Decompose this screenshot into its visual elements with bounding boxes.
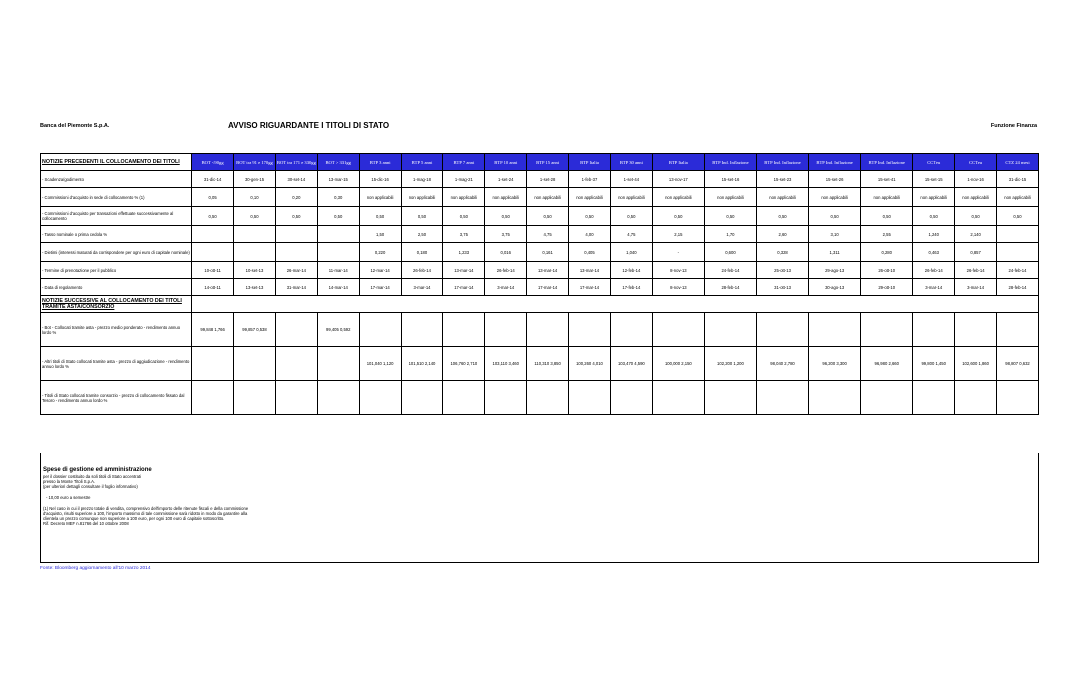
table-cell: 110,310 3,850 [527, 347, 569, 381]
table-cell: 0,50 [317, 207, 359, 226]
row-label: - Termine di prenotazione per il pubblico [41, 262, 192, 279]
table-cell [317, 381, 359, 415]
table-cell: 103,110 3,460 [485, 347, 527, 381]
table-cell: 103,470 4,590 [610, 347, 652, 381]
column-header: BTP 7 anni [443, 154, 485, 171]
table-cell: 0,50 [704, 207, 756, 226]
table-cell: 0,50 [955, 207, 997, 226]
table-cell: 24-feb-14 [704, 262, 756, 279]
table-cell: 13-mar-15 [317, 171, 359, 188]
table-cell: 100,000 2,150 [652, 347, 704, 381]
table-cell: 1,311 [809, 243, 861, 262]
table-cell: 0,328 [756, 243, 808, 262]
table-cell: 0,405 [569, 243, 611, 262]
table-cell [317, 226, 359, 243]
table-cell: 26-feb-14 [955, 262, 997, 279]
table-cell: 17-mar-14 [527, 279, 569, 296]
table-cell: 15-set-41 [861, 171, 913, 188]
table-cell [485, 313, 527, 347]
table-cell [861, 313, 913, 347]
table-cell [955, 313, 997, 347]
table-cell: 15-set-16 [704, 171, 756, 188]
table-cell: 2,60 [756, 226, 808, 243]
table-cell: 99,857 0,538 [234, 313, 276, 347]
table-cell: 12-feb-14 [610, 262, 652, 279]
row-label: - Dietimi (interessi maturati da corrispondere per ogni euro di capitale nominale) [41, 243, 192, 262]
row-label: - Commissioni d'acquisto in sede di collocamento % (1) [41, 188, 192, 207]
table-cell: 102,200 1,200 [704, 347, 756, 381]
table-cell [527, 381, 569, 415]
row-label: - Data di regolamento [41, 279, 192, 296]
column-header: BOT <90gg [192, 154, 234, 171]
section-title-after: NOTIZIE SUCCESSIVE AL COLLOCAMENTO DEI TITOLI TRAMITE ASTA/CONSORZIO [41, 296, 192, 313]
table-cell: 0,20 [275, 188, 317, 207]
table-cell [861, 381, 913, 415]
table-cell: 10-set-13 [234, 262, 276, 279]
row-label: - Titoli di Stato collocati tramite consorzio - prezzo di collocamento fissato dal Tesoro - rendimento annuo lordo % [41, 381, 192, 415]
table-cell [359, 381, 401, 415]
table-cell: 0,30 [317, 188, 359, 207]
table-cell [569, 313, 611, 347]
column-header: CTZ 24 mesi [997, 154, 1039, 171]
table-cell: 0,50 [756, 207, 808, 226]
table-cell: 2,50 [401, 226, 443, 243]
expenses-line: per il dossier costituito da soli titoli di Stato accentrati [43, 474, 141, 479]
table-cell: 13-nov-17 [652, 171, 704, 188]
table-cell: 101,040 1,120 [359, 347, 401, 381]
table-cell: 1-set-28 [527, 171, 569, 188]
table-cell [234, 381, 276, 415]
column-header: BTP Italia [569, 154, 611, 171]
table-cell: 0,50 [275, 207, 317, 226]
securities-table [40, 153, 1039, 415]
table-cell: 0,463 [913, 243, 955, 262]
table-cell: 3-mar-14 [955, 279, 997, 296]
table-cell: 30-set-14 [275, 171, 317, 188]
table-cell: 17-mar-14 [359, 279, 401, 296]
document-title: AVVISO RIGUARDANTE I TITOLI DI STATO [228, 121, 390, 130]
table-cell: non applicabili [443, 188, 485, 207]
table-cell: 17-mar-14 [569, 279, 611, 296]
table-cell: non applicabili [997, 188, 1039, 207]
table-cell: 30-ago-13 [809, 279, 861, 296]
table-cell [192, 381, 234, 415]
table-cell: 29-ott-10 [861, 279, 913, 296]
table-cell [234, 243, 276, 262]
table-cell [527, 313, 569, 347]
table-cell: 100,260 4,010 [569, 347, 611, 381]
table-row [41, 188, 1039, 207]
table-cell [317, 243, 359, 262]
table-cell: 26-feb-14 [913, 262, 955, 279]
table-cell: 11-mar-14 [317, 262, 359, 279]
table-row [41, 381, 1039, 415]
table-cell: 0,50 [652, 207, 704, 226]
table-cell: 0,50 [234, 207, 276, 226]
table-cell: 31-ott-13 [756, 279, 808, 296]
table-cell: 1-set-24 [485, 171, 527, 188]
row-label: - Commissioni d'acquisto per transazioni effettuate successivamente al collocamento [41, 207, 192, 226]
table-cell: 1,233 [443, 243, 485, 262]
table-cell [652, 381, 704, 415]
expenses-line: presso la Monte Titoli S.p.A. [43, 479, 96, 484]
table-cell [704, 381, 756, 415]
table-cell [192, 226, 234, 243]
column-header: BTP Ind. Inflazione [756, 154, 808, 171]
table-cell: 28-feb-14 [704, 279, 756, 296]
column-header: BTP 30 anni [610, 154, 652, 171]
table-cell: 98,040 2,780 [756, 347, 808, 381]
table-cell: 4,00 [569, 226, 611, 243]
table-cell: 1-set-44 [610, 171, 652, 188]
table-cell [756, 381, 808, 415]
table-cell: 1,70 [704, 226, 756, 243]
table-cell: 3-mar-14 [913, 279, 955, 296]
table-cell: 0,50 [610, 207, 652, 226]
table-cell: 1,240 [913, 226, 955, 243]
table-cell: 13-mar-14 [569, 262, 611, 279]
table-cell: 101,510 2,140 [401, 347, 443, 381]
table-cell: 98,807 0,632 [997, 347, 1039, 381]
table-cell: 0,50 [443, 207, 485, 226]
table-cell: 96,200 3,300 [809, 347, 861, 381]
department-label: Funzione Finanza [990, 123, 1037, 129]
table-cell: 0,180 [401, 243, 443, 262]
table-cell [485, 381, 527, 415]
table-cell: 17-mar-14 [443, 279, 485, 296]
table-cell: 15-set-15 [913, 171, 955, 188]
table-cell: 29-ago-13 [809, 262, 861, 279]
table-cell: non applicabili [610, 188, 652, 207]
table-cell [809, 381, 861, 415]
column-header: CCTeu [913, 154, 955, 171]
table-cell: 8-nov-13 [652, 279, 704, 296]
table-cell: 2,15 [652, 226, 704, 243]
table-cell [401, 313, 443, 347]
table-cell: 12-mar-14 [359, 262, 401, 279]
column-header: BTP 5 anni [401, 154, 443, 171]
table-cell: - [652, 243, 704, 262]
table-cell [569, 381, 611, 415]
expenses-title: Spese di gestione ed amministrazione [43, 467, 152, 473]
table-cell [275, 313, 317, 347]
table-cell: 13-mar-14 [527, 262, 569, 279]
bank-name: Banca del Piemonte S.p.A. [40, 123, 110, 129]
table-cell [443, 381, 485, 415]
table-cell: 2,55 [861, 226, 913, 243]
table-cell: 0,50 [527, 207, 569, 226]
column-header: BOT tra 171 e 330gg [275, 154, 317, 171]
table-cell: 3-mar-14 [485, 279, 527, 296]
table-cell: 0,161 [527, 243, 569, 262]
table-cell: 0,50 [359, 207, 401, 226]
table-cell: 0,50 [809, 207, 861, 226]
table-cell: 99,800 1,450 [913, 347, 955, 381]
table-cell: 96,980 2,660 [861, 347, 913, 381]
column-header: BTP Ind. Inflazione [861, 154, 913, 171]
table-row [41, 262, 1039, 279]
table-cell: 15-set-23 [756, 171, 808, 188]
table-cell: 0,50 [569, 207, 611, 226]
table-cell: 0,50 [861, 207, 913, 226]
table-cell: 10-ott-11 [192, 262, 234, 279]
table-cell: 0,50 [485, 207, 527, 226]
table-cell: 0,50 [997, 207, 1039, 226]
table-row [41, 226, 1039, 243]
footnote: (1) Nel caso in cui il prezzo totale di vendita, comprensivo dell'importo delle ritenute fiscali e della commissione d'acquisto, risulti superiore a 100, l'importo massimo di tale commissione sarà ridotto in modo da garantire alla clientela un prezzo comunque non superiore a 100 euro, per ogni 100 euro di capitale sottoscritto. Rif. Decreto MEF n.81766 del 10 ottobre 2008 [43, 506, 249, 526]
table-cell: 24-feb-14 [997, 262, 1039, 279]
table-cell: 28-feb-14 [997, 279, 1039, 296]
column-header: BTP 3 anni [359, 154, 401, 171]
table-cell: non applicabili [861, 188, 913, 207]
table-cell [610, 313, 652, 347]
table-cell: 26-feb-14 [401, 262, 443, 279]
table-cell: 102,600 1,860 [955, 347, 997, 381]
column-header: BOT > 331gg [317, 154, 359, 171]
table-cell [704, 313, 756, 347]
table-cell [997, 313, 1039, 347]
table-cell: 0,016 [485, 243, 527, 262]
table-cell [234, 226, 276, 243]
row-label: - Tasso nominale o prima cedola % [41, 226, 192, 243]
table-cell: 1-mag-18 [401, 171, 443, 188]
table-cell: 8-nov-13 [652, 262, 704, 279]
table-cell [192, 347, 234, 381]
table-cell: 3-mar-14 [401, 279, 443, 296]
table-cell: 4,75 [610, 226, 652, 243]
table-cell: 31-dic-15 [997, 171, 1039, 188]
table-cell: non applicabili [359, 188, 401, 207]
table-cell: 0,50 [913, 207, 955, 226]
table-cell: 31-mar-14 [275, 279, 317, 296]
expenses-box [40, 453, 1039, 563]
section-title-before: NOTIZIE PRECEDENTI IL COLLOCAMENTO DEI TITOLI [41, 154, 192, 171]
table-cell [234, 347, 276, 381]
table-cell: 26-mar-14 [275, 262, 317, 279]
table-cell: 14-ott-11 [192, 279, 234, 296]
table-cell: 13-set-13 [234, 279, 276, 296]
table-cell: non applicabili [485, 188, 527, 207]
table-cell: 4,75 [527, 226, 569, 243]
table-cell [275, 243, 317, 262]
row-label: - Scadenza/godimento [41, 171, 192, 188]
table-cell: 99,848 1,766 [192, 313, 234, 347]
source-note: Fonte: Bloomberg aggiornamento all'10 marzo 2014 [40, 566, 151, 571]
table-cell: non applicabili [652, 188, 704, 207]
row-label: - Altri titoli di Stato collocati tramite asta - prezzo di aggiudicazione - rendimento annuo lordo % [41, 347, 192, 381]
table-cell: 31-dic-14 [192, 171, 234, 188]
table-cell: 15-dic-16 [359, 171, 401, 188]
table-cell: 25-ott-13 [756, 262, 808, 279]
table-cell [275, 381, 317, 415]
table-cell: 3,10 [809, 226, 861, 243]
table-cell: 0,600 [704, 243, 756, 262]
table-cell [955, 381, 997, 415]
table-cell: 1-mag-21 [443, 171, 485, 188]
table-cell [997, 243, 1039, 262]
table-cell: 0,220 [359, 243, 401, 262]
table-cell: 0,10 [234, 188, 276, 207]
table-cell: 1-nov-16 [955, 171, 997, 188]
expenses-price: - 10,00 euro a semestre [46, 495, 91, 500]
table-row [41, 279, 1039, 296]
table-cell [913, 381, 955, 415]
column-header: CCTeu [955, 154, 997, 171]
table-cell [756, 313, 808, 347]
table-cell: 0,857 [955, 243, 997, 262]
table-cell [652, 313, 704, 347]
table-cell [275, 347, 317, 381]
table-cell: non applicabili [704, 188, 756, 207]
table-cell: non applicabili [809, 188, 861, 207]
column-header: BTP Ind. Inflazione [809, 154, 861, 171]
table-cell: non applicabili [955, 188, 997, 207]
table-cell: 106,760 2,710 [443, 347, 485, 381]
column-header: BTP 10 anni [485, 154, 527, 171]
table-cell: 26-ott-10 [861, 262, 913, 279]
table-cell: 13-mar-14 [443, 262, 485, 279]
table-cell: 3,75 [485, 226, 527, 243]
table-cell: non applicabili [527, 188, 569, 207]
table-cell [610, 381, 652, 415]
table-cell [443, 313, 485, 347]
table-cell: 1,040 [610, 243, 652, 262]
table-cell: 0,280 [861, 243, 913, 262]
table-cell [275, 226, 317, 243]
table-cell [192, 243, 234, 262]
column-header: BTP 15 anni [527, 154, 569, 171]
table-cell [913, 313, 955, 347]
table-row [41, 313, 1039, 347]
table-cell [317, 347, 359, 381]
table-cell: 26-feb-14 [485, 262, 527, 279]
section-row [41, 296, 1039, 313]
table-cell: non applicabili [756, 188, 808, 207]
table-cell [997, 226, 1039, 243]
table-cell: 15-set-26 [809, 171, 861, 188]
table-cell: non applicabili [913, 188, 955, 207]
table-cell: 99,405 0,592 [317, 313, 359, 347]
column-header: BOT tra 91 e 170gg [234, 154, 276, 171]
table-cell: 0,50 [192, 207, 234, 226]
table-cell: 0,05 [192, 188, 234, 207]
table-cell [401, 381, 443, 415]
header-row [41, 154, 1039, 171]
table-cell: 2,140 [955, 226, 997, 243]
table-cell: 30-gen-15 [234, 171, 276, 188]
page-header [40, 121, 1040, 133]
table-cell: 17-feb-14 [610, 279, 652, 296]
table-cell [809, 313, 861, 347]
table-cell [997, 381, 1039, 415]
table-row [41, 243, 1039, 262]
expenses-line: (per ulteriori dettagli consultare il foglio informativo) [43, 484, 138, 489]
column-header: BTP Ind. Inflazione [704, 154, 756, 171]
row-label: - Bot - Collocati tramite asta - prezzo medio ponderato - rendimento annuo lordo % [41, 313, 192, 347]
table-row [41, 207, 1039, 226]
table-cell: 1,50 [359, 226, 401, 243]
table-cell: 3,75 [443, 226, 485, 243]
table-cell [359, 313, 401, 347]
table-cell: 14-mar-14 [317, 279, 359, 296]
column-header: BTP Italia [652, 154, 704, 171]
section-spacer [192, 296, 1039, 313]
table-cell: 0,50 [401, 207, 443, 226]
table-row [41, 171, 1039, 188]
table-cell: non applicabili [569, 188, 611, 207]
table-cell: 1-feb-37 [569, 171, 611, 188]
table-cell: non applicabili [401, 188, 443, 207]
table-row [41, 347, 1039, 381]
